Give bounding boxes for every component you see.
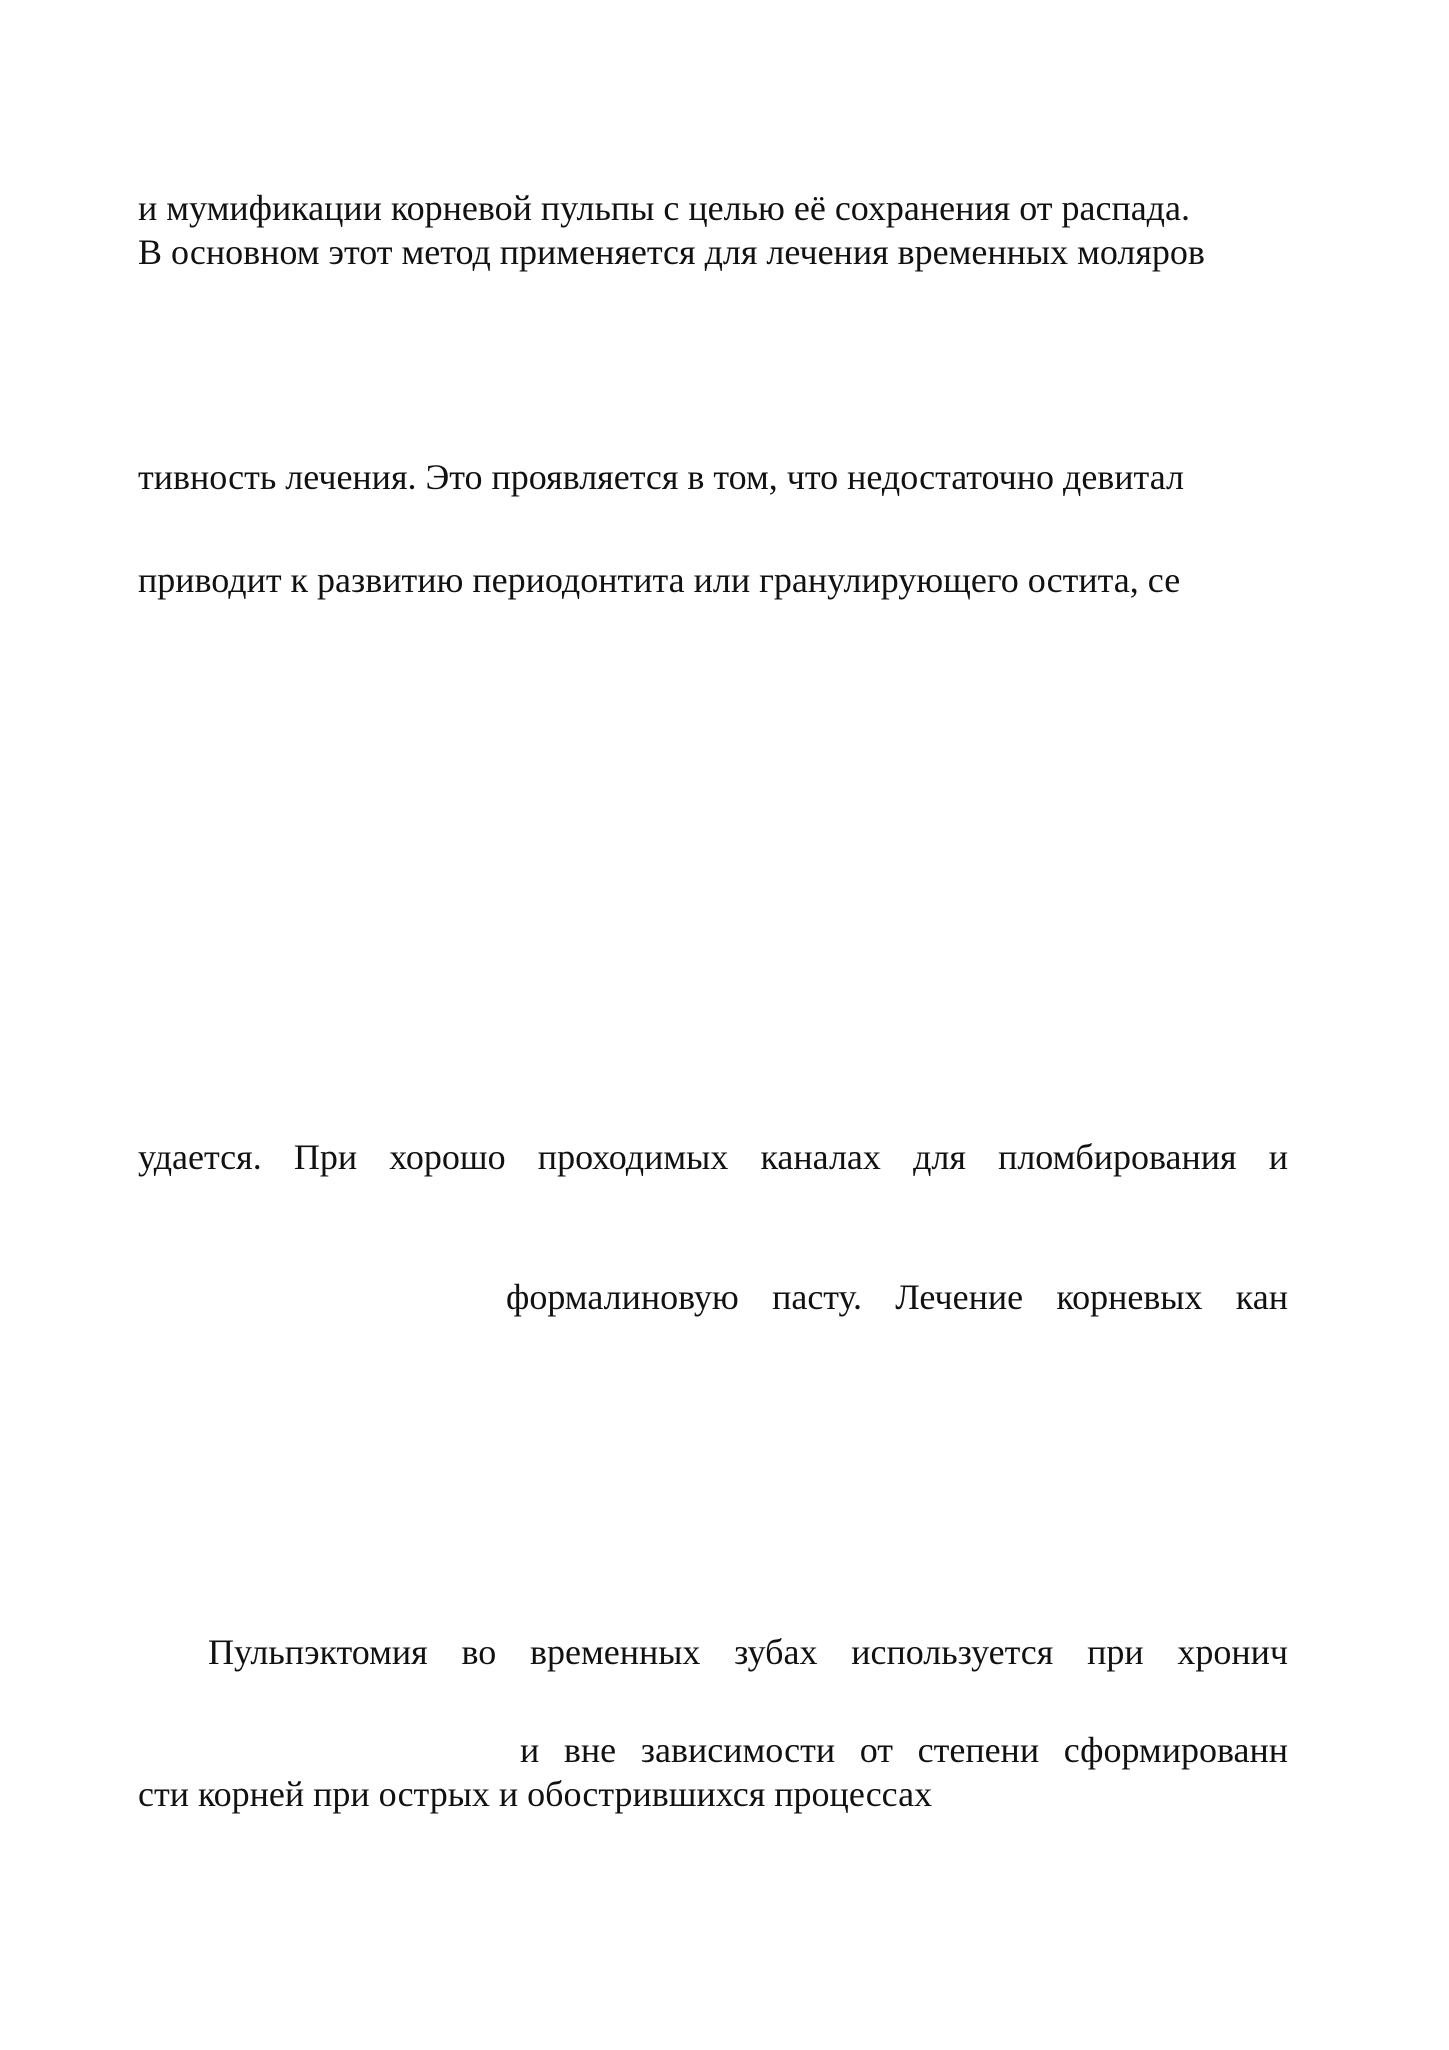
text-line-3: тивность лечения. Это проявляется в том, что недостаточно девитал — [138, 457, 1184, 497]
text-line-9: сти корней при острых и обострившихся процессах — [138, 1774, 933, 1814]
text-line-2: В основном этот метод применяется для лечения временных моляров — [138, 232, 1205, 272]
text-line-4: приводит к развитию периодонтита или гранулирующего остита, се — [138, 560, 1181, 600]
text-line-8: и вне зависимости от степени сформированн — [520, 1730, 1288, 1770]
text-line-5: удается. При хорошо проходимых каналах для пломбирования и — [138, 1137, 1288, 1177]
text-line-7: Пульпэктомия во временных зубах используется при хронич — [208, 1632, 1288, 1672]
text-line-1: и мумификации корневой пульпы с целью её сохранения от распада. — [138, 188, 1190, 228]
text-line-6: формалиновую пасту. Лечение корневых кан — [506, 1277, 1288, 1317]
